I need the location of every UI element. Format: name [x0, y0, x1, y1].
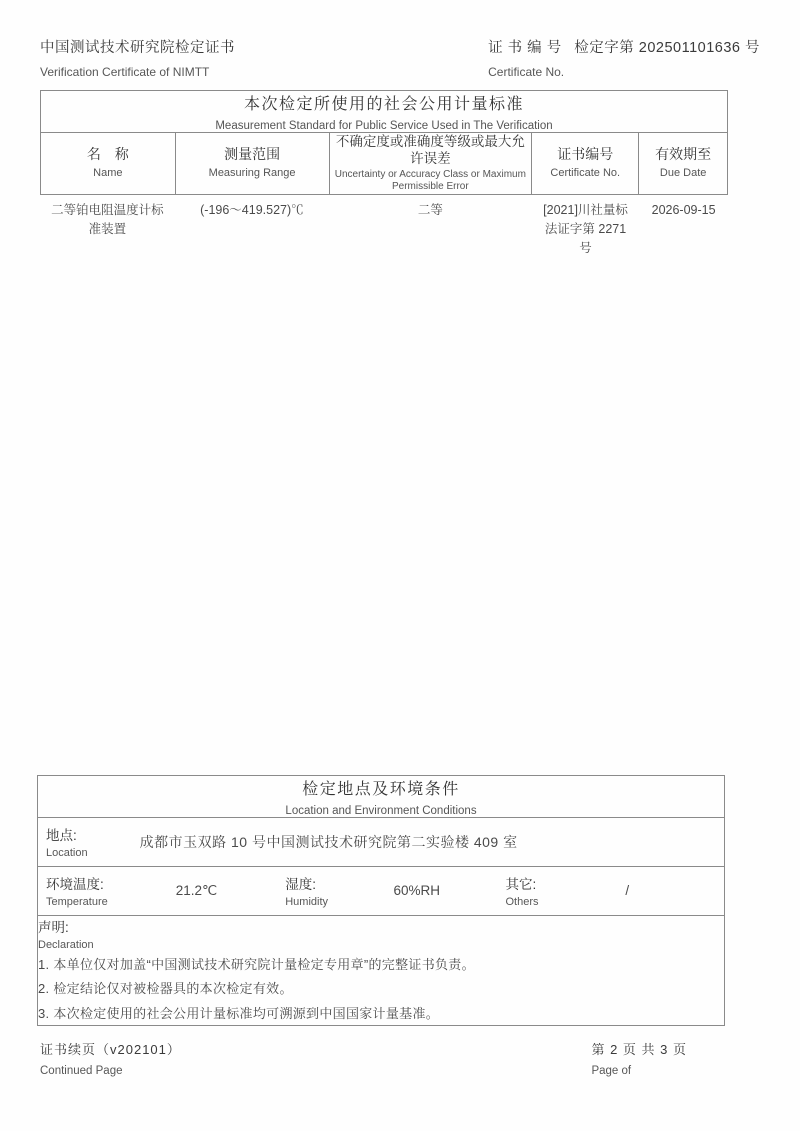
- page-number-label-en: Page of: [591, 1065, 632, 1078]
- declaration-row: [38, 915, 725, 1025]
- temperature-label-en: Temperature: [46, 896, 108, 909]
- footer-left-block: [40, 1039, 181, 1077]
- humidity-value: 60%RH: [393, 883, 441, 899]
- declaration-item: 2. 检定结论仅对被检器具的本次检定有效。: [38, 981, 293, 997]
- humidity-label-zh: 湿度:: [285, 877, 316, 893]
- humidity-label-en: Humidity: [285, 896, 329, 909]
- document-title-zh: 中国测试技术研究院检定证书: [40, 40, 235, 56]
- standard-table-header-row: [41, 133, 728, 195]
- temperature-value: 21.2℃: [175, 882, 218, 898]
- location-label-zh: 地点:: [46, 828, 77, 844]
- col-header-duedate: [639, 133, 728, 195]
- location-table-title-row: [38, 775, 725, 817]
- humidity-label: [285, 873, 328, 908]
- col-header-range-en: Measuring Range: [208, 167, 296, 180]
- col-header-range: [175, 133, 329, 195]
- standard-table-title-zh: 本次检定所使用的社会公用计量标准: [243, 96, 524, 113]
- location-value: 成都市玉双路 10 号中国测试技术研究院第二实验楼 409 室: [139, 833, 518, 850]
- standard-table-data-row: [40, 199, 728, 261]
- col-header-range-zh: 测量范围: [224, 146, 281, 163]
- location-label-en: Location: [46, 847, 88, 860]
- declaration-item: 3. 本次检定使用的社会公用计量标准均可溯源到中国国家计量基准。: [38, 1006, 440, 1022]
- footer-right-block: [591, 1039, 687, 1077]
- document-title-en: Verification Certificate of NIMTT: [40, 65, 210, 79]
- declaration-label-en: Declaration: [38, 938, 94, 951]
- cert-no-line: [488, 36, 760, 57]
- col-header-uncertainty-zh: 不确定度或准确度等级或最大允许误差: [335, 134, 525, 167]
- environment-row: [38, 866, 725, 915]
- col-header-duedate-zh: 有效期至: [655, 146, 712, 163]
- col-header-uncertainty: [329, 133, 532, 195]
- declaration-label-zh: 声明:: [38, 919, 69, 935]
- header-right-block: [488, 36, 760, 79]
- col-header-uncertainty-en: Uncertainty or Accuracy Class or Maximum Permissible Error: [334, 168, 526, 193]
- page-number: 第 2 页 共 3 页: [591, 1042, 687, 1058]
- standard-table: [40, 90, 728, 195]
- temperature-label: [46, 873, 108, 908]
- temperature-label-zh: 环境温度:: [46, 877, 104, 893]
- header-left-block: [40, 36, 235, 79]
- cell-measuring-range: (-196～419.527)℃: [200, 202, 304, 217]
- location-table: [37, 775, 725, 1026]
- col-header-certno-zh: 证书编号: [557, 146, 614, 163]
- col-header-duedate-en: Due Date: [659, 167, 707, 180]
- cell-certificate-no: [2021]川社量标法证字第 2271 号: [543, 202, 628, 256]
- location-table-title-en: Location and Environment Conditions: [285, 804, 477, 817]
- cell-uncertainty: 二等: [417, 202, 443, 217]
- others-label-zh: 其它:: [505, 877, 537, 893]
- continued-page-label-zh: 证书续页（v202101）: [40, 1042, 181, 1058]
- others-label: [506, 873, 539, 908]
- col-header-name-zh: 名 称: [86, 146, 129, 163]
- col-header-name: [41, 133, 176, 195]
- declaration-item: 1. 本单位仅对加盖“中国测试技术研究院计量检定专用章”的完整证书负责。: [38, 956, 475, 972]
- table-row: [40, 199, 728, 261]
- col-header-certno-en: Certificate No.: [550, 167, 621, 180]
- standard-table-title-en: Measurement Standard for Public Service Used in The Verification: [215, 120, 553, 132]
- others-label-en: Others: [505, 896, 539, 909]
- continued-page-label-en: Continued Page: [40, 1065, 123, 1078]
- cell-due-date: 2026-09-15: [651, 202, 716, 217]
- others-value: /: [625, 883, 630, 899]
- cert-no-label-zh: 证 书 编 号: [488, 40, 562, 56]
- cert-no-value: 检定字第 202501101636 号: [574, 40, 760, 56]
- col-header-certno: [532, 133, 639, 195]
- location-table-title-zh: 检定地点及环境条件: [302, 780, 460, 798]
- standard-table-title-row: [41, 91, 728, 133]
- cell-standard-name: 二等铂电阻温度计标准装置: [51, 202, 164, 236]
- location-row: [38, 817, 725, 866]
- cert-no-label-en: Certificate No.: [488, 65, 565, 79]
- location-label: [46, 824, 88, 859]
- location-table-title-cell: [38, 775, 725, 817]
- page-header: [40, 36, 760, 79]
- page-footer: [40, 1039, 760, 1077]
- standard-table-title-cell: [41, 91, 728, 133]
- col-header-name-en: Name: [93, 167, 123, 180]
- blank-area: [40, 261, 760, 775]
